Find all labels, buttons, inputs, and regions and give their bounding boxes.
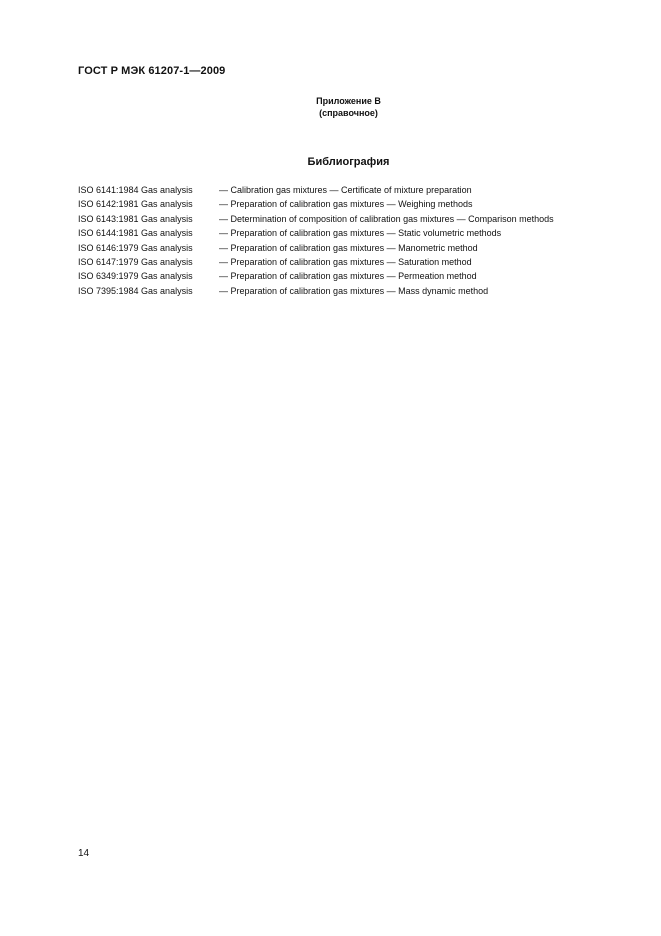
annex-subtitle: (справочное) [319,108,378,118]
standard-reference: ISO 6141:1984 Gas analysis [78,185,193,195]
standard-reference: ISO 6147:1979 Gas analysis [78,256,193,267]
standard-reference: ISO 6146:1979 Gas analysis [78,242,193,253]
bibliography-entry [78,269,638,283]
annex-title: Приложение В [316,96,381,106]
standard-title: — Preparation of calibration gas mixtures — Mass dynamic method [219,285,489,296]
bibliography-entry [78,255,638,269]
bibliography-entry [78,284,638,298]
standard-title: — Preparation of calibration gas mixtures — Static volumetric methods [219,228,502,239]
standard-reference: ISO 6142:1981 Gas analysis [78,199,193,210]
standard-reference: ISO 6143:1981 Gas analysis [78,213,193,224]
standard-title: — Preparation of calibration gas mixtures — Permeation method [219,271,477,282]
bibliography-entry [78,241,638,255]
standard-title: — Calibration gas mixtures — Certificate of mixture preparation [219,185,472,195]
bibliography-entry [78,197,638,211]
standard-reference: ISO 6349:1979 Gas analysis [78,271,193,282]
bibliography-entry [78,212,638,226]
standard-title: — Preparation of calibration gas mixtures — Weighing methods [219,199,473,210]
page-number: 14 [78,848,90,859]
standard-title: — Determination of composition of calibration gas mixtures — Comparison methods [219,213,554,224]
standard-title: — Preparation of calibration gas mixtures — Manometric method [219,242,478,253]
bibliography-entry [78,226,638,240]
bibliography-list [78,183,638,298]
bibliography-heading: Библиография [307,156,390,168]
document-id: ГОСТ Р МЭК 61207-1—2009 [78,65,226,77]
standard-title: — Preparation of calibration gas mixtures — Saturation method [219,256,472,267]
standard-reference: ISO 7395:1984 Gas analysis [78,285,193,296]
standard-reference: ISO 6144:1981 Gas analysis [78,228,193,239]
bibliography-entry [78,183,638,197]
